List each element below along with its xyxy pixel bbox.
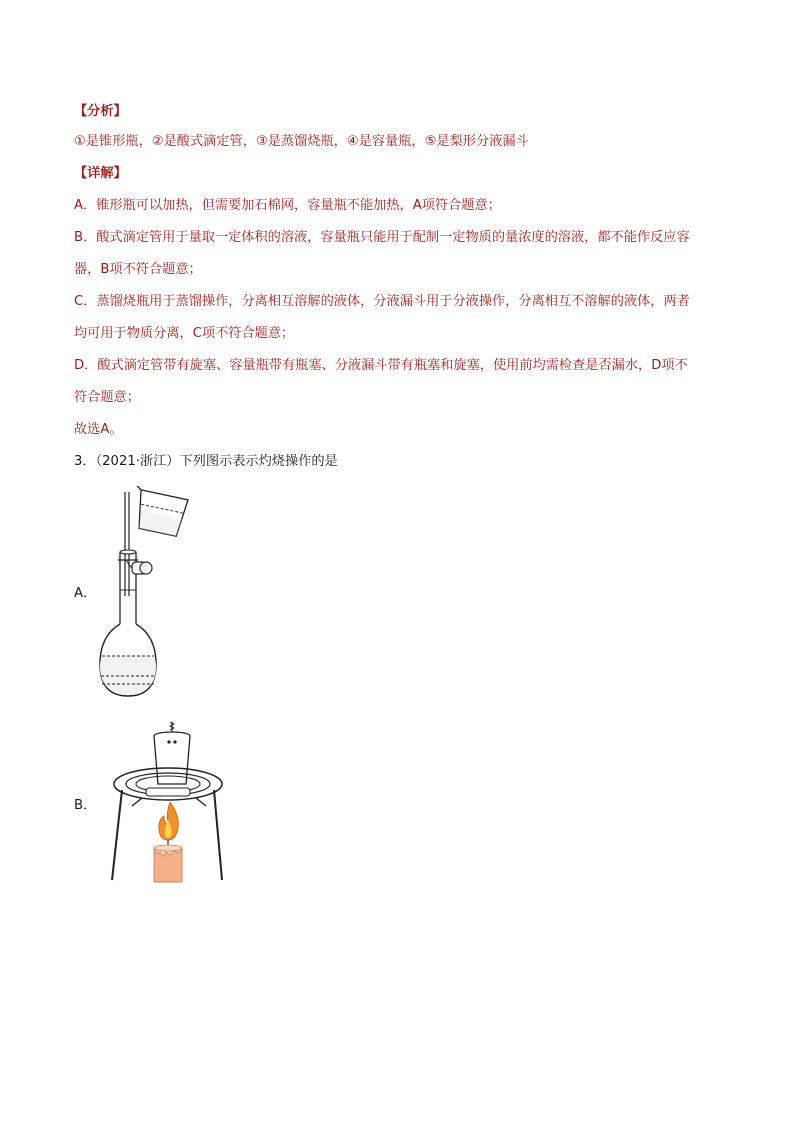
question-text: 3．（2021·浙江）下列图示表示灼烧操作的是 xyxy=(74,454,338,469)
option-a-label: A． xyxy=(74,586,97,601)
detail-line-b1: B．酸式滴定管用于量取一定体积的溶液，容量瓶只能用于配制一定物质的量浓度的溶液，都不能作反应容 xyxy=(74,230,690,245)
detail-line-b2: 器，B项不符合题意； xyxy=(74,262,202,277)
option-b-label: B． xyxy=(74,798,97,813)
analysis-text: ①是锥形瓶，②是酸式滴定管，③是蒸馏烧瓶，④是容量瓶，⑤是梨形分液漏斗 xyxy=(74,134,529,149)
option-a-figure-volumetric-flask xyxy=(96,486,196,702)
detail-line-d1: D．酸式滴定管带有旋塞、容量瓶带有瓶塞、分液漏斗带有瓶塞和旋塞，使用前均需检查是否漏水，D项不 xyxy=(74,358,688,373)
detail-line-a: A．锥形瓶可以加热，但需要加石棉网，容量瓶不能加热，A项符合题意； xyxy=(74,198,501,213)
analysis-heading: 【分析】 xyxy=(74,104,127,119)
detail-line-d2: 符合题意； xyxy=(74,390,140,405)
detail-conclusion: 故选A。 xyxy=(74,422,123,437)
detail-line-c1: C．蒸馏烧瓶用于蒸馏操作，分离相互溶解的液体，分液漏斗用于分液操作，分离相互不溶解的液体，两者 xyxy=(74,294,690,309)
detail-line-c2: 均可用于物质分离，C项不符合题意； xyxy=(74,326,295,341)
option-b-figure-crucible-heating xyxy=(108,716,228,886)
detail-heading: 【详解】 xyxy=(74,166,127,181)
